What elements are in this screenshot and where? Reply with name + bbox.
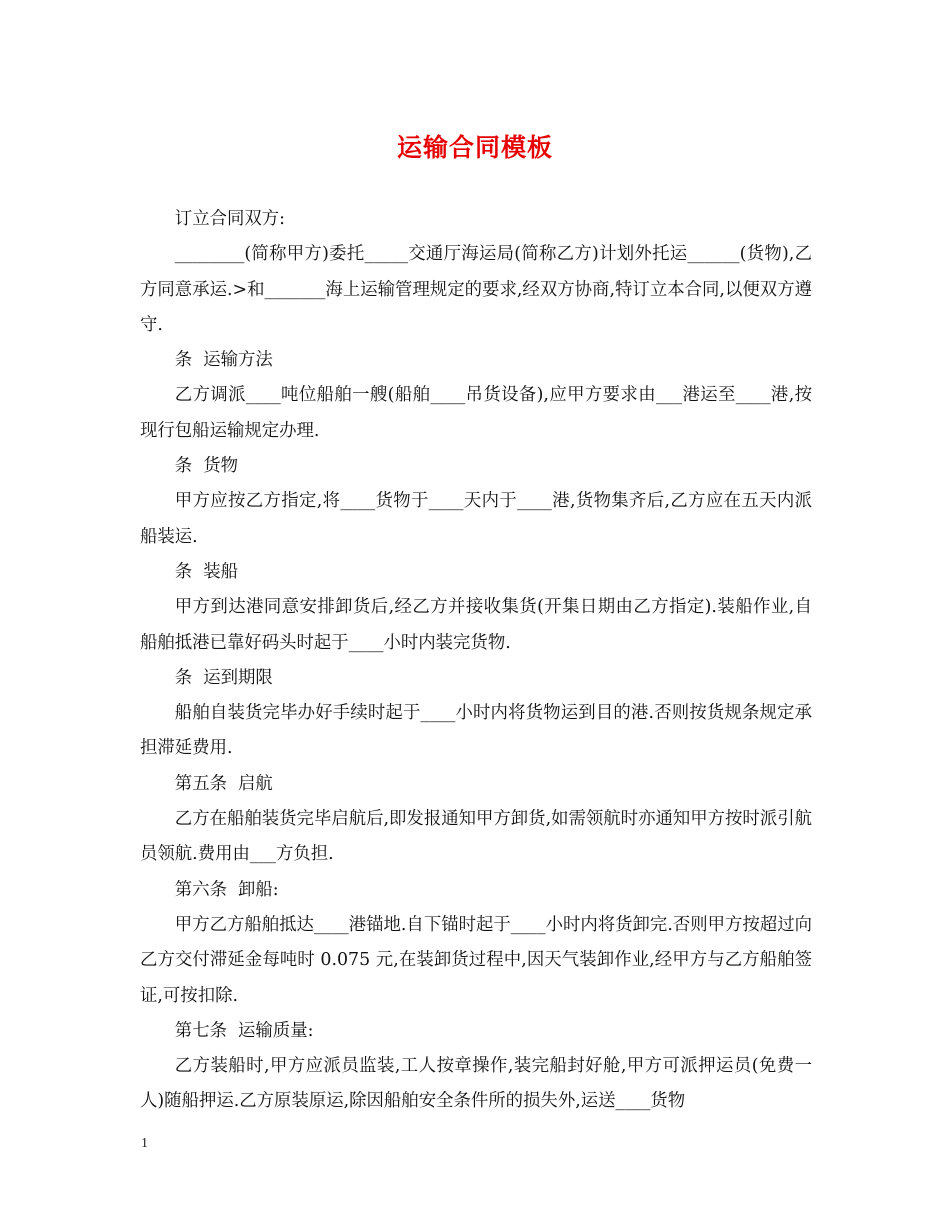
clause-body-transport-method: 乙方调派____吨位船舶一艘(船舶____吊货设备),应甲方要求由___港运至____港,按现行包船运输规定办理.	[140, 385, 812, 441]
clause-body-transport-quality: 乙方装船时,甲方应派员监装,工人按章操作,装完船封好舱,甲方可派押运员(免费一人)随船押运.乙方原装原运,除因船舶安全条件所的损失外,运送____货物	[140, 1056, 812, 1112]
paragraph-parties-heading: 订立合同双方:	[174, 209, 286, 229]
clause-heading-goods: 条 货物	[174, 456, 239, 477]
page-number: 1	[141, 1136, 148, 1151]
document-body	[140, 202, 812, 1120]
clause-heading-delivery-period: 条 运到期限	[174, 667, 273, 688]
clause-body-goods: 甲方应按乙方指定,将____货物于____天内于____港,货物集齐后,乙方应在五天内派船装运.	[140, 491, 812, 547]
clause-body-loading: 甲方到达港同意安排卸货后,经乙方并接收集货(开集日期由乙方指定).装船作业,自船舶抵港已靠好码头时起于____小时内装完货物.	[140, 597, 812, 653]
clause-body-unloading: 甲方乙方船舶抵达____港锚地.自下锚时起于____小时内将货卸完.否则甲方按超过向乙方交付滞延金每吨时 0.075 元,在装卸货过程中,因天气装卸作业,经甲方与乙方船舶签证,可按扣除.	[140, 914, 812, 1006]
clause-heading-loading: 条 装船	[174, 561, 239, 582]
clause-heading-transport-quality: 第七条 运输质量:	[174, 1020, 314, 1041]
clause-body-delivery-period: 船舶自装货完毕办好手续时起于____小时内将货物运到目的港.否则按货规条规定承担滞延费用.	[140, 703, 812, 759]
clause-heading-transport-method: 条 运输方法	[174, 350, 273, 371]
clause-heading-unloading: 第六条 卸船:	[174, 879, 279, 900]
clause-heading-departure: 第五条 启航	[174, 773, 273, 794]
paragraph-intro: ________(简称甲方)委托_____交通厅海运局(简称乙方)计划外托运______(货物),乙方同意承运.>和_______海上运输管理规定的要求,经双方协商,特订立本合同,以便双方遵守.	[140, 244, 812, 335]
document-title: 运输合同模板	[396, 133, 553, 162]
clause-body-departure: 乙方在船舶装货完毕启航后,即发报通知甲方卸货,如需领航时亦通知甲方按时派引航员领航.费用由___方负担.	[140, 809, 812, 865]
